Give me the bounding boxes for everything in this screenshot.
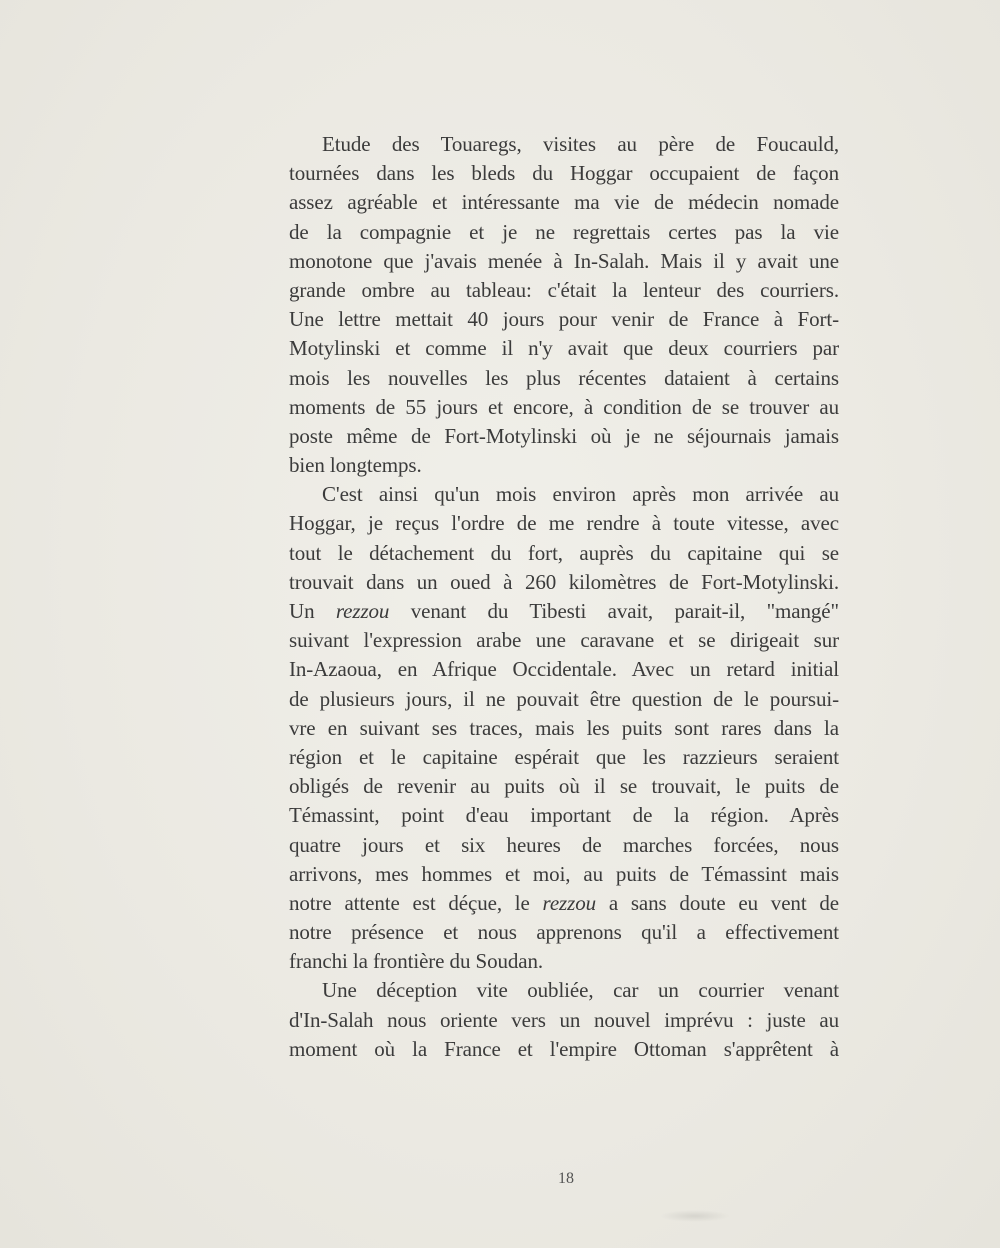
text-line: In-Azaoua, en Afrique Occidentale. Avec un retard initial [289, 657, 839, 682]
text-line: région et le capitaine espérait que les razzieurs seraient [289, 744, 839, 769]
text-line: franchi la frontière du Soudan. [289, 949, 544, 974]
text-line: Hoggar, je reçus l'ordre de me rendre à toute vitesse, avec [289, 511, 839, 536]
text-line: notre attente est déçue, le rezzou a sans doute eu vent de [289, 890, 839, 915]
text-line: arrivons, mes hommes et moi, au puits de Témassint mais [289, 861, 839, 886]
text-line: Etude des Touaregs, visites au père de Foucauld, [322, 132, 839, 156]
text-line: mois les nouvelles les plus récentes dataient à certains [289, 365, 839, 390]
text-line: de plusieurs jours, il ne pouvait être question de le poursui- [289, 686, 839, 711]
text-line: Une lettre mettait 40 jours pour venir de France à Fort- [289, 307, 839, 332]
text-line: suivant l'expression arabe une caravane et se dirigeait sur [289, 628, 839, 653]
text-line: obligés de revenir au puits où il se trouvait, le puits de [289, 774, 839, 799]
text-line: assez agréable et intéressante ma vie de médecin nomade [289, 190, 839, 215]
text-line: tout le détachement du fort, auprès du capitaine qui se [289, 540, 839, 565]
text-line: notre présence et nous apprenons qu'il a effectivement [289, 920, 839, 945]
paragraph-2 [289, 480, 839, 976]
italic-word: rezzou [542, 890, 597, 915]
text-line: C'est ainsi qu'un mois environ après mon arrivée au [322, 482, 839, 507]
text-line: Une déception vite oubliée, car un courrier venant [322, 978, 839, 1003]
paragraph-1 [289, 130, 839, 480]
text-line: vre en suivant ses traces, mais les puits sont rares dans la [289, 715, 839, 740]
text-line: poste même de Fort-Motylinski où je ne séjournais jamais [289, 423, 839, 448]
text-line: grande ombre au tableau: c'était la lenteur des courriers. [289, 277, 839, 302]
text-line: Témassint, point d'eau important de la région. Après [289, 803, 839, 828]
text-line: moments de 55 jours et encore, à condition de se trouver au [289, 394, 839, 419]
italic-word: rezzou [335, 599, 390, 623]
paragraph-3 [289, 976, 839, 1064]
text-line: de la compagnie et je ne regrettais certes pas la vie [289, 219, 839, 244]
page-number: 18 [558, 1170, 574, 1187]
text-line: d'In-Salah nous oriente vers un nouvel imprévu : juste au [289, 1007, 839, 1032]
text-line: trouvait dans un oued à 260 kilomètres de Fort-Motylinski. [289, 569, 839, 594]
text-line: monotone que j'avais menée à In-Salah. Mais il y avait une [289, 248, 839, 273]
text-line: quatre jours et six heures de marches forcées, nous [289, 832, 839, 857]
text-line: Motylinski et comme il n'y avait que deux courriers par [289, 336, 839, 361]
text-line: moment où la France et l'empire Ottoman s'apprêtent à [289, 1036, 839, 1061]
text-line: bien longtemps. [289, 453, 422, 478]
text-line: tournées dans les bleds du Hoggar occupaient de façon [289, 161, 839, 186]
body-text [289, 130, 839, 1064]
text-line: Un rezzou venant du Tibesti avait, parait-il, "mangé" [289, 599, 839, 623]
paper-smudge [660, 1210, 730, 1222]
